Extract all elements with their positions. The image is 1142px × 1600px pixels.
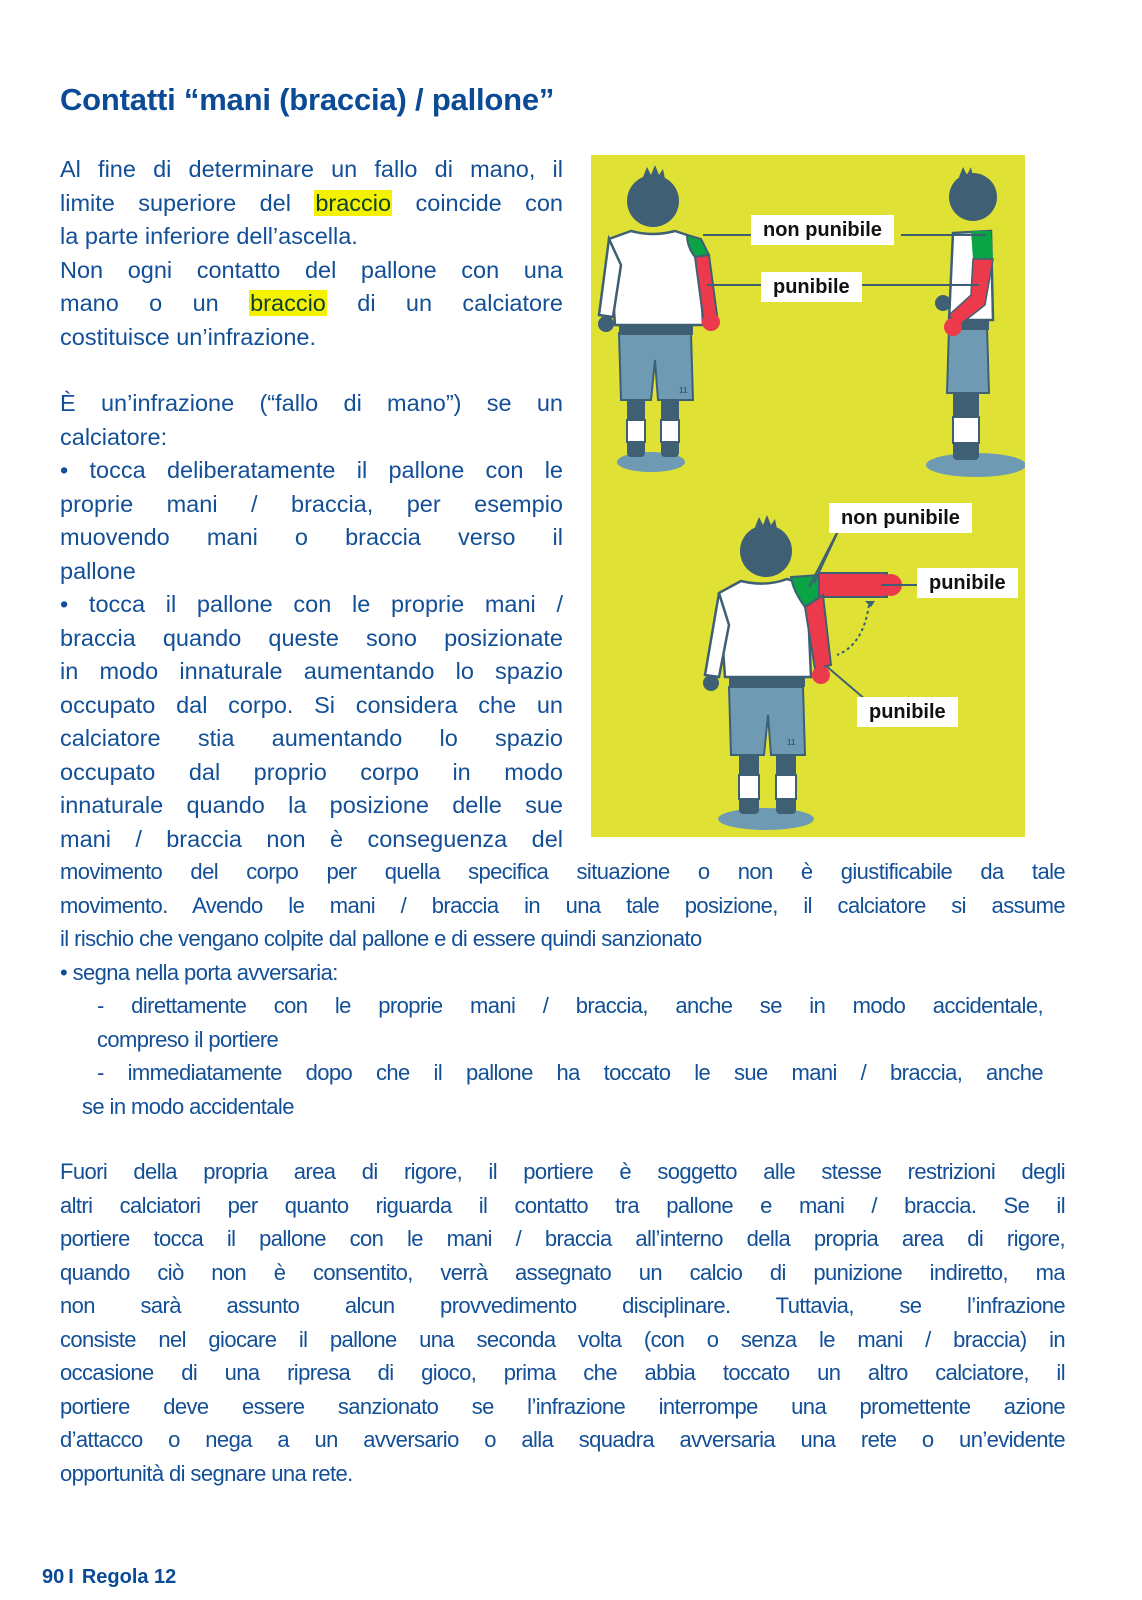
highlighted-term: braccio	[250, 290, 326, 316]
text-line: calciatore stia aumentando lo spazio	[60, 725, 563, 751]
footer-separator: I	[68, 1566, 74, 1588]
intro-line	[60, 253, 563, 287]
text-line: proprie mani / braccia, per esempio	[60, 490, 563, 517]
text-line: pallone	[60, 557, 136, 584]
text-line: portiere deve essere sanzionato se l’infrazione interrompe una promettente azione	[60, 1393, 1065, 1419]
highlighted-term: braccio	[315, 189, 392, 216]
intro-line	[60, 186, 563, 220]
text-line: portiere tocca il pallone con le mani / braccia all’interno della propria area di rigore,	[60, 1226, 1065, 1251]
text-run: coincide con	[392, 189, 563, 216]
text-run: mano o un	[60, 290, 250, 316]
intro-line	[60, 320, 563, 354]
player-shadow	[718, 808, 814, 830]
text-line: quando ciò non è consentito, verrà assegnato un calcio di punizione indiretto, ma	[60, 1259, 1065, 1285]
page-number: 90	[42, 1566, 65, 1588]
text-line: il rischio che vengano colpite dal pallone e di essere quindi sanzionato	[60, 926, 702, 951]
shorts-number: 11	[679, 386, 688, 395]
label-punibile-top: punibile	[761, 272, 862, 302]
text-line: innaturale quando la posizione delle sue	[60, 792, 563, 818]
text-run: costituisce un’infrazione.	[60, 323, 317, 350]
section-name: Regola 12	[81, 1566, 177, 1588]
text-line: - immediatamente dopo che il pallone ha toccato le sue mani / braccia, anche	[97, 1060, 1043, 1085]
svg-text:11: 11	[787, 738, 796, 747]
intro-line	[60, 286, 563, 320]
text-line: movimento del corpo per quella specifica situazione o non è giustificabile da tale	[60, 859, 1065, 884]
text-line: d’attacco o nega a un avversario o alla squadra avversaria una rete o un’evidente	[60, 1427, 1065, 1452]
text-line: • tocca il pallone con le proprie mani /	[60, 591, 563, 617]
text-line: occasione di una ripresa di gioco, prima che abbia toccato un altro calciatore, il	[60, 1360, 1065, 1385]
text-line: occupato dal proprio corpo in modo	[60, 758, 563, 785]
intro-line	[60, 219, 563, 253]
text-line: altri calciatori per quanto riguarda il contatto tra pallone e mani / braccia. Se il	[60, 1192, 1065, 1218]
label-non-punibile-top: non punibile	[751, 215, 894, 245]
text-line: calciatore:	[60, 423, 168, 450]
label-punibile-raised-arm: punibile	[917, 568, 1018, 598]
text-run: la parte inferiore dell’ascella.	[60, 223, 358, 249]
text-line: se in modo accidentale	[82, 1093, 294, 1119]
text-line: non sarà assunto alcun provvedimento disciplinare. Tuttavia, se l’infrazione	[60, 1293, 1065, 1318]
text-line: mani / braccia non è conseguenza del	[60, 825, 563, 852]
text-line: Fuori della propria area di rigore, il portiere è soggetto alle stesse restrizioni degli	[60, 1159, 1065, 1184]
text-line: movimento. Avendo le mani / braccia in una tale posizione, il calciatore si assume	[60, 892, 1065, 918]
text-line: consiste nel giocare il pallone una seconda volta (con o senza le mani / braccia) in	[60, 1326, 1065, 1352]
handball-illustration	[591, 155, 1025, 837]
text-line: occupato dal corpo. Si considera che un	[60, 691, 563, 718]
text-line: muovendo mani o braccia verso il	[60, 524, 563, 550]
text-line: - direttamente con le proprie mani / braccia, anche se in modo accidentale,	[97, 993, 1043, 1018]
text-line: • tocca deliberatamente il pallone con le	[60, 457, 563, 483]
text-line: compreso il portiere	[97, 1026, 279, 1052]
page-title: Contatti “mani (braccia) / pallone”	[60, 82, 555, 117]
text-line: braccia quando queste sono posizionate	[60, 624, 563, 651]
label-punibile-lowered-arm: punibile	[857, 697, 958, 727]
page-footer	[42, 1566, 176, 1589]
text-line: in modo innaturale aumentando lo spazio	[60, 658, 563, 684]
text-run: limite superiore del	[60, 189, 315, 216]
label-non-punibile-bottom: non punibile	[829, 503, 972, 533]
intro-line	[60, 152, 563, 186]
text-run: Non ogni contatto del pallone con una	[60, 256, 563, 283]
text-line: • segna nella porta avversaria:	[60, 959, 338, 985]
text-line: È un’infrazione (“fallo di mano”) se un	[60, 390, 563, 416]
text-line: opportunità di segnare una rete.	[60, 1460, 353, 1486]
illustration-svg	[591, 155, 1025, 837]
text-run: di un calciatore	[326, 290, 563, 316]
text-run: Al fine di determinare un fallo di mano, il	[60, 156, 563, 182]
